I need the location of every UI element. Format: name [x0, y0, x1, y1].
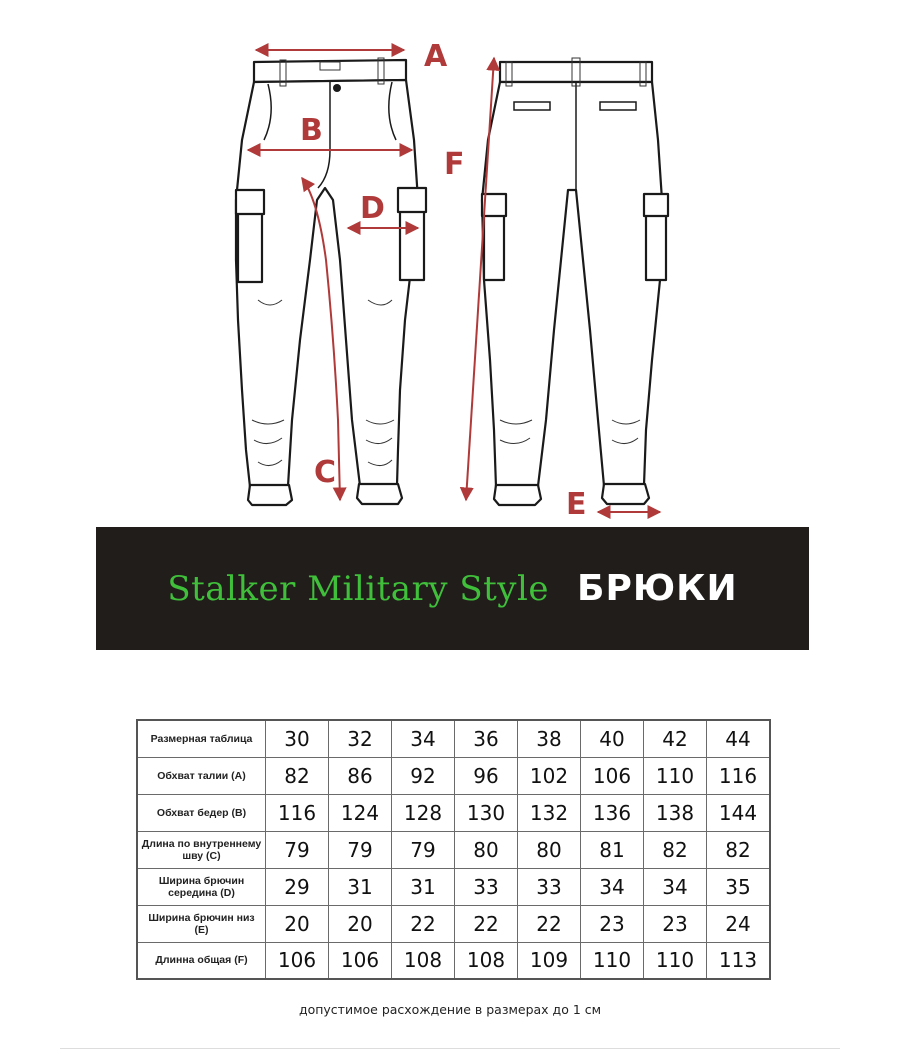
table-cell: 22 [392, 905, 455, 942]
table-cell: 33 [518, 868, 581, 905]
table-cell: 22 [518, 905, 581, 942]
size-cell: 30 [266, 720, 329, 757]
table-cell: 96 [455, 757, 518, 794]
size-cell: 44 [707, 720, 771, 757]
pants-measurement-diagram [0, 0, 900, 520]
table-row [137, 905, 770, 942]
size-cell: 42 [644, 720, 707, 757]
divider [60, 1048, 840, 1049]
brand-name: Stalker Military Style [167, 568, 550, 609]
table-cell: 82 [707, 831, 771, 868]
row-label: Длинна общая (F) [137, 942, 266, 979]
table-cell: 130 [455, 794, 518, 831]
pants-front-view [236, 58, 426, 505]
table-row [137, 868, 770, 905]
table-row [137, 757, 770, 794]
table-cell: 34 [581, 868, 644, 905]
table-cell: 82 [644, 831, 707, 868]
row-label: Размерная таблица [137, 720, 266, 757]
table-cell: 108 [392, 942, 455, 979]
table-cell: 20 [266, 905, 329, 942]
table-cell: 110 [581, 942, 644, 979]
table-cell: 116 [266, 794, 329, 831]
table-cell: 106 [581, 757, 644, 794]
row-label: Обхват бедер (В) [137, 794, 266, 831]
row-label: Ширина брючин середина (D) [137, 868, 266, 905]
size-cell: 34 [392, 720, 455, 757]
table-cell: 92 [392, 757, 455, 794]
table-cell: 132 [518, 794, 581, 831]
table-cell: 124 [329, 794, 392, 831]
table-cell: 113 [707, 942, 771, 979]
table-cell: 20 [329, 905, 392, 942]
size-table [136, 719, 771, 980]
table-cell: 35 [707, 868, 771, 905]
table-cell: 110 [644, 757, 707, 794]
dimension-label-b: B [300, 113, 323, 148]
tolerance-note: допустимое расхождение в размерах до 1 см [298, 1002, 602, 1017]
table-cell: 31 [392, 868, 455, 905]
table-cell: 23 [581, 905, 644, 942]
dimension-label-c: C [314, 455, 337, 490]
table-cell: 24 [707, 905, 771, 942]
table-cell: 31 [329, 868, 392, 905]
dimension-label-e: E [566, 487, 587, 520]
product-title: БРЮКИ [577, 568, 738, 609]
dimension-label-a: A [424, 39, 448, 74]
table-cell: 80 [518, 831, 581, 868]
table-cell: 22 [455, 905, 518, 942]
table-cell: 106 [329, 942, 392, 979]
table-cell: 79 [329, 831, 392, 868]
table-cell: 110 [644, 942, 707, 979]
table-row [137, 831, 770, 868]
row-label: Ширина брючин низ (Е) [137, 905, 266, 942]
table-cell: 34 [644, 868, 707, 905]
dimension-label-f: F [444, 147, 465, 182]
table-row [137, 942, 770, 979]
pants-back-view [482, 58, 668, 505]
product-banner [96, 527, 809, 650]
table-cell: 116 [707, 757, 771, 794]
table-cell: 109 [518, 942, 581, 979]
table-cell: 108 [455, 942, 518, 979]
size-cell: 32 [329, 720, 392, 757]
table-cell: 80 [455, 831, 518, 868]
table-cell: 102 [518, 757, 581, 794]
table-cell: 144 [707, 794, 771, 831]
table-cell: 82 [266, 757, 329, 794]
table-cell: 136 [581, 794, 644, 831]
size-cell: 40 [581, 720, 644, 757]
row-label: Обхват талии (А) [137, 757, 266, 794]
size-cell: 38 [518, 720, 581, 757]
table-cell: 33 [455, 868, 518, 905]
table-cell: 23 [644, 905, 707, 942]
table-cell: 79 [266, 831, 329, 868]
table-cell: 79 [392, 831, 455, 868]
row-label: Длина по внутреннему шву (С) [137, 831, 266, 868]
table-cell: 106 [266, 942, 329, 979]
table-cell: 29 [266, 868, 329, 905]
table-cell: 138 [644, 794, 707, 831]
table-header-row [137, 720, 770, 757]
table-row [137, 794, 770, 831]
table-cell: 81 [581, 831, 644, 868]
table-cell: 86 [329, 757, 392, 794]
dimension-label-d: D [360, 191, 385, 226]
table-cell: 128 [392, 794, 455, 831]
size-cell: 36 [455, 720, 518, 757]
